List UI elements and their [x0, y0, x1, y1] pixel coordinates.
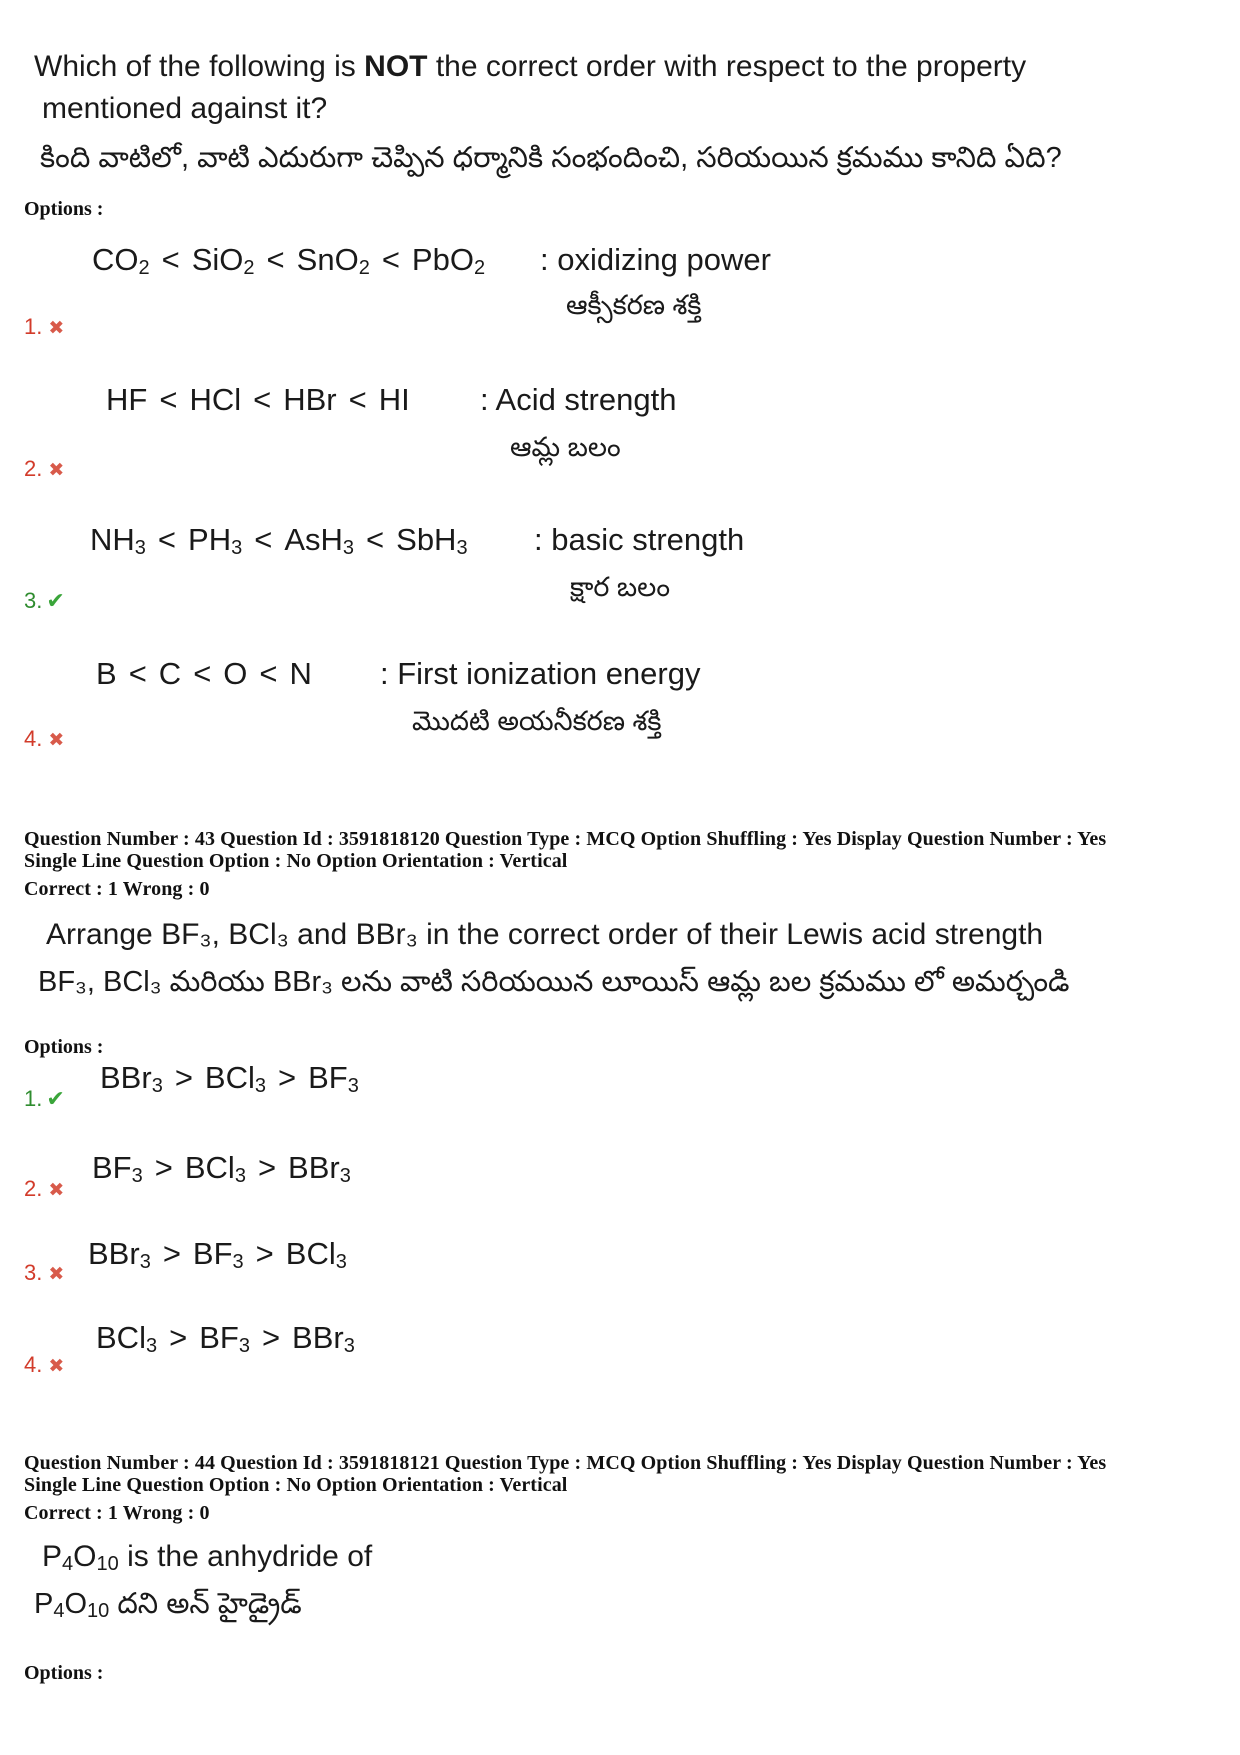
check-icon: ✔	[46, 588, 65, 613]
q43-option-2-marker[interactable]: 2. ✖	[24, 1176, 65, 1201]
q42-option-3-property: : basic strength	[534, 522, 745, 557]
q44-marks: Correct : 1 Wrong : 0	[24, 1502, 210, 1524]
q42-option-3-marker[interactable]: 3. ✔	[24, 588, 65, 613]
wrong-icon: ✖	[48, 460, 65, 481]
wrong-icon: ✖	[48, 1356, 65, 1377]
wrong-icon: ✖	[48, 1180, 65, 1201]
q42-option-4-property-te: మొదటి అయనీకరణ శక్తి	[412, 706, 662, 736]
q43-option-1-marker[interactable]: 1. ✔	[24, 1086, 65, 1111]
q42-option-4-property: : First ionization energy	[380, 656, 701, 691]
q43-option-4-formula: $BCl_3 > BF_3 > BBr_3$	[96, 1320, 355, 1357]
q43-meta-line1: Question Number : 43 Question Id : 3591818120 Question Type : MCQ Option Shuffling : Yes Display Question Number : Yes	[24, 828, 1107, 850]
q42-question-en-line2: mentioned against it?	[42, 92, 328, 125]
q42-option-4-marker[interactable]: 4. ✖	[24, 726, 65, 751]
q42-option-1-property-te: ఆక్సీకరణ శక్తి	[566, 290, 702, 320]
wrong-icon: ✖	[48, 1264, 65, 1285]
q43-option-3-formula: $BBr_3 > BF_3 > BCl_3$	[88, 1236, 347, 1273]
q42-option-2-formula: HF < HCl < HBr < HI	[106, 382, 410, 417]
q44-meta-line1: Question Number : 44 Question Id : 3591818121 Question Type : MCQ Option Shuffling : Yes Display Question Number : Yes	[24, 1452, 1107, 1474]
q42-option-2-property-te: ఆమ్ల బలం	[510, 432, 621, 462]
q42-option-4-formula: B < C < O < N	[96, 656, 312, 691]
q42-option-3-property-te: క్షార బలం	[570, 572, 671, 602]
q43-meta-line2: Single Line Question Option : No Option Orientation : Vertical	[24, 850, 568, 872]
q43-option-3-marker[interactable]: 3. ✖	[24, 1260, 65, 1285]
q42-option-1-property: : oxidizing power	[540, 242, 771, 277]
q42-option-2-marker[interactable]: 2. ✖	[24, 456, 65, 481]
q44-question-en: $P_4O_{10}$ is the anhydride of	[42, 1540, 373, 1575]
q44-options-label: Options :	[24, 1662, 104, 1684]
q43-options-label: Options :	[24, 1036, 104, 1058]
q44-meta-line2: Single Line Question Option : No Option Orientation : Vertical	[24, 1474, 568, 1496]
q42-question-en: Which of the following is NOT the correct order with respect to the property	[34, 50, 1027, 83]
q42-question-te: కింది వాటిలో, వాటి ఎదురుగా చెప్పిన ధర్మానికి సంభందించి, సరియయిన క్రమము కానిది ఏది?	[40, 142, 1062, 174]
check-icon: ✔	[46, 1086, 65, 1111]
q43-option-1-formula: $BBr_3 > BCl_3 > BF_3$	[100, 1060, 359, 1097]
wrong-icon: ✖	[48, 318, 65, 339]
q43-question-en: Arrange BF₃, BCl₃ and BBr₃ in the correct order of their Lewis acid strength	[46, 918, 1044, 951]
q44-question-te: $P_4O_{10}$ దని అన్ హైడ్రైడ్	[34, 1588, 302, 1622]
q43-option-4-marker[interactable]: 4. ✖	[24, 1352, 65, 1377]
q43-marks: Correct : 1 Wrong : 0	[24, 878, 210, 900]
q42-option-1-formula: $CO_2 < SiO_2 < SnO_2 < PbO_2$	[92, 242, 486, 279]
q42-option-3-formula: $NH_3 < PH_3 < AsH_3 < SbH_3$	[90, 522, 468, 559]
q43-option-2-formula: $BF_3 > BCl_3 > BBr_3$	[92, 1150, 351, 1187]
q42-options-label: Options :	[24, 198, 104, 220]
q43-question-te: BF₃, BCl₃ మరియు BBr₃ లను వాటి సరియయిన లూయిస్ ఆమ్ల బల క్రమము లో అమర్చండి	[38, 966, 1070, 998]
q42-option-1-marker[interactable]: 1. ✖	[24, 314, 65, 339]
wrong-icon: ✖	[48, 730, 65, 751]
q42-option-2-property: : Acid strength	[480, 382, 677, 417]
